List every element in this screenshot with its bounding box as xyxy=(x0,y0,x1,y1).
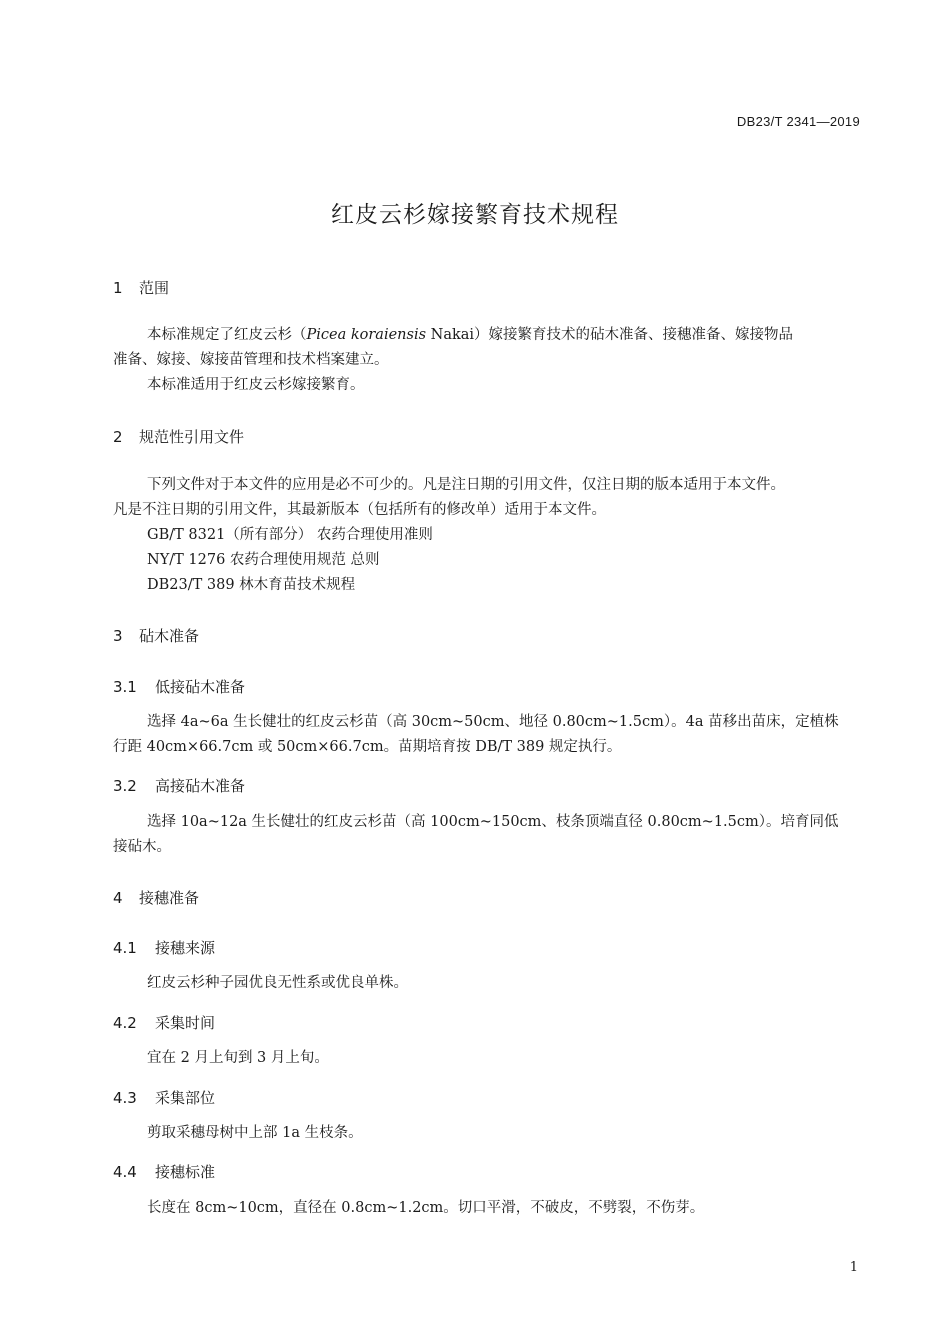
page-title: 红皮云杉嫁接繁育技术规程 xyxy=(331,202,619,228)
subsection-number: 3.2 xyxy=(113,777,137,795)
section-4-heading xyxy=(113,887,199,908)
high-rootstock-line-1: 选择 10a~12a 生长健壮的红皮云杉苗（高 100cm~150cm、枝条顶端直径 0.80cm~1.5cm）。培育同低 xyxy=(147,814,839,830)
collection-time-text: 宜在 2 月上旬到 3 月上旬。 xyxy=(147,1050,329,1066)
page-number: 1 xyxy=(849,1260,858,1275)
section-title: 砧木准备 xyxy=(139,627,200,645)
scion-standard-text: 长度在 8cm~10cm，直径在 0.8cm~1.2cm。切口平滑，不破皮，不劈裂，不伤芽。 xyxy=(147,1200,705,1216)
section-title: 接穗准备 xyxy=(139,889,200,907)
section-number: 1 xyxy=(113,279,123,297)
subsection-4-4-heading xyxy=(113,1161,215,1182)
subsection-number: 4.4 xyxy=(113,1163,137,1181)
subsection-number: 4.3 xyxy=(113,1089,137,1107)
scion-source-text: 红皮云杉种子园优良无性系或优良单株。 xyxy=(147,975,408,991)
scope-text-a: 本标准规定了红皮云杉（ xyxy=(147,327,307,343)
latin-species-name: Picea koraiensis xyxy=(306,327,427,343)
collection-part-text: 剪取采穗母树中上部 1a 生枝条。 xyxy=(147,1125,363,1141)
section-title: 范围 xyxy=(139,279,170,297)
subsection-title: 接穗来源 xyxy=(155,939,216,957)
subsection-number: 4.1 xyxy=(113,939,137,957)
subsection-title: 接穗标准 xyxy=(155,1163,216,1181)
section-title: 规范性引用文件 xyxy=(139,428,245,446)
section-2-heading xyxy=(113,426,244,447)
scope-applicability: 本标准适用于红皮云杉嫁接繁育。 xyxy=(147,377,365,393)
high-rootstock-line-2: 接砧木。 xyxy=(113,839,171,855)
section-number: 2 xyxy=(113,428,123,446)
low-rootstock-line-1: 选择 4a~6a 生长健壮的红皮云杉苗（高 30cm~50cm、地径 0.80cm~1.5cm）。4a 苗移出苗床，定植株 xyxy=(147,714,839,730)
low-rootstock-line-2: 行距 40cm×66.7cm 或 50cm×66.7cm。苗期培育按 DB/T 389 规定执行。 xyxy=(113,739,622,755)
section-number: 3 xyxy=(113,627,123,645)
scope-paragraph-line-2: 准备、嫁接、嫁接苗管理和技术档案建立。 xyxy=(113,352,389,368)
reference-item: NY/T 1276 农药合理使用规范 总则 xyxy=(147,552,380,568)
reference-item: GB/T 8321（所有部分） 农药合理使用准则 xyxy=(147,527,433,543)
subsection-4-1-heading xyxy=(113,937,215,958)
section-1-heading xyxy=(113,277,169,298)
subsection-3-2-heading xyxy=(113,775,245,796)
subsection-title: 高接砧木准备 xyxy=(155,777,246,795)
section-number: 4 xyxy=(113,889,123,907)
document-id: DB23/T 2341—2019 xyxy=(736,114,860,129)
subsection-number: 3.1 xyxy=(113,678,137,696)
scope-text-b: Nakai）嫁接繁育技术的砧木准备、接穗准备、嫁接物品 xyxy=(426,327,794,343)
references-intro-line-2: 凡是不注日期的引用文件，其最新版本（包括所有的修改单）适用于本文件。 xyxy=(113,502,606,518)
subsection-title: 采集部位 xyxy=(155,1089,216,1107)
references-intro-line-1: 下列文件对于本文件的应用是必不可少的。凡是注日期的引用文件，仅注日期的版本适用于本文件。 xyxy=(147,477,785,493)
subsection-4-3-heading xyxy=(113,1087,215,1108)
subsection-4-2-heading xyxy=(113,1012,215,1033)
subsection-title: 采集时间 xyxy=(155,1014,216,1032)
subsection-3-1-heading xyxy=(113,676,245,697)
section-3-heading xyxy=(113,625,199,646)
subsection-title: 低接砧木准备 xyxy=(155,678,246,696)
subsection-number: 4.2 xyxy=(113,1014,137,1032)
scope-paragraph-line-1 xyxy=(147,323,793,348)
reference-item: DB23/T 389 林木育苗技术规程 xyxy=(147,577,356,593)
